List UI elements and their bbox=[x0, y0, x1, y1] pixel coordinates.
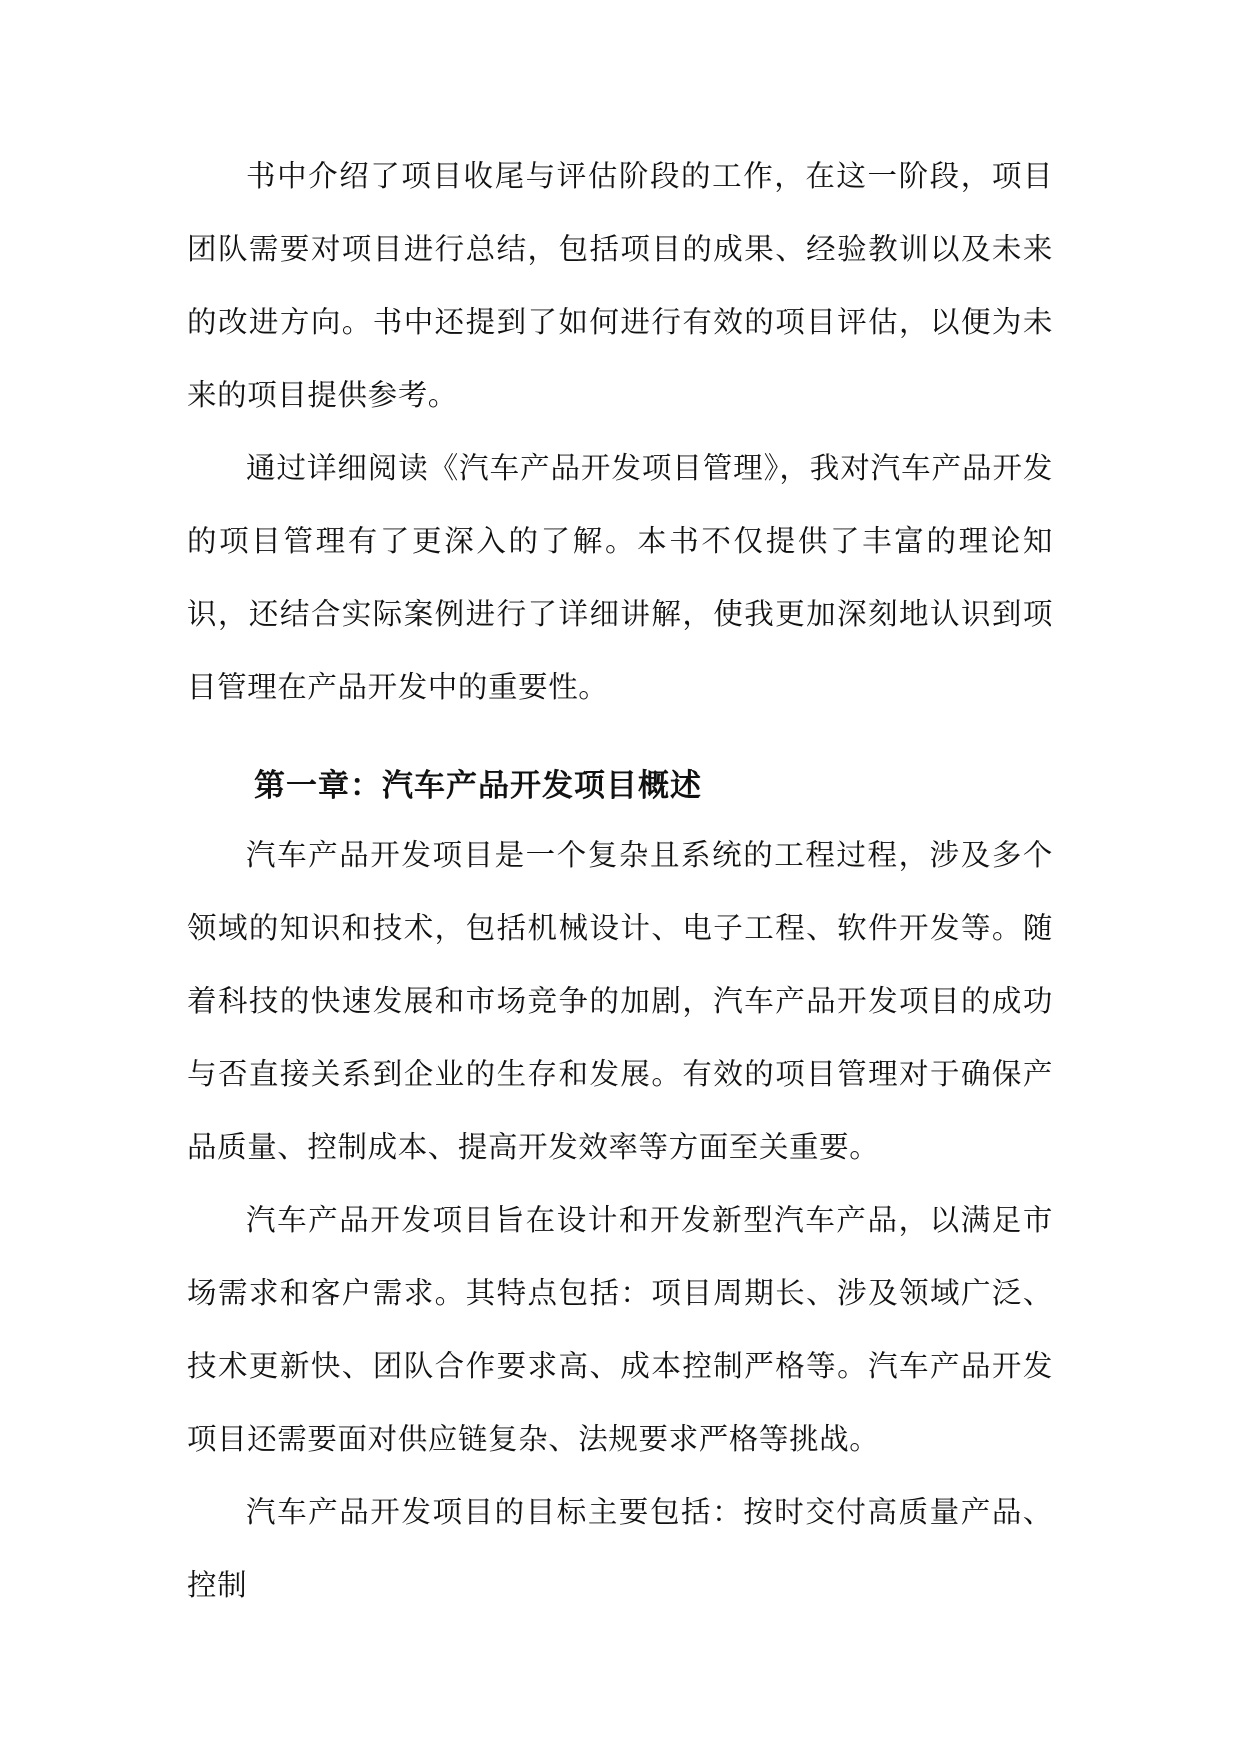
paragraph-project-overview: 汽车产品开发项目是一个复杂且系统的工程过程，涉及多个领域的知识和技术，包括机械设计、电子工程、软件开发等。随着科技的快速发展和市场竞争的加剧，汽车产品开发项目的成功与否直接关系到企业的生存和发展。有效的项目管理对于确保产品质量、控制成本、提高开发效率等方面至关重要。 bbox=[187, 838, 1053, 1164]
paragraph-project-closing: 书中介绍了项目收尾与评估阶段的工作，在这一阶段，项目团队需要对项目进行总结，包括项目的成果、经验教训以及未来的改进方向。书中还提到了如何进行有效的项目评估，以便为未来的项目提供参考。 bbox=[187, 159, 1053, 412]
paragraph-project-characteristics: 汽车产品开发项目旨在设计和开发新型汽车产品，以满足市场需求和客户需求。其特点包括：项目周期长、涉及领域广泛、技术更新快、团队合作要求高、成本控制严格等。汽车产品开发项目还需要面对供应链复杂、法规要求严格等挑战。 bbox=[187, 1203, 1053, 1456]
paragraph-reading-reflection: 通过详细阅读《汽车产品开发项目管理》，我对汽车产品开发的项目管理有了更深入的了解。本书不仅提供了丰富的理论知识，还结合实际案例进行了详细讲解，使我更加深刻地认识到项目管理在产品开发中的重要性。 bbox=[187, 451, 1053, 704]
chapter-heading: 第一章：汽车产品开发项目概述 bbox=[254, 768, 702, 804]
document-body bbox=[187, 140, 1053, 1622]
paragraph-project-goals: 汽车产品开发项目的目标主要包括：按时交付高质量产品、控制 bbox=[187, 1495, 1053, 1602]
